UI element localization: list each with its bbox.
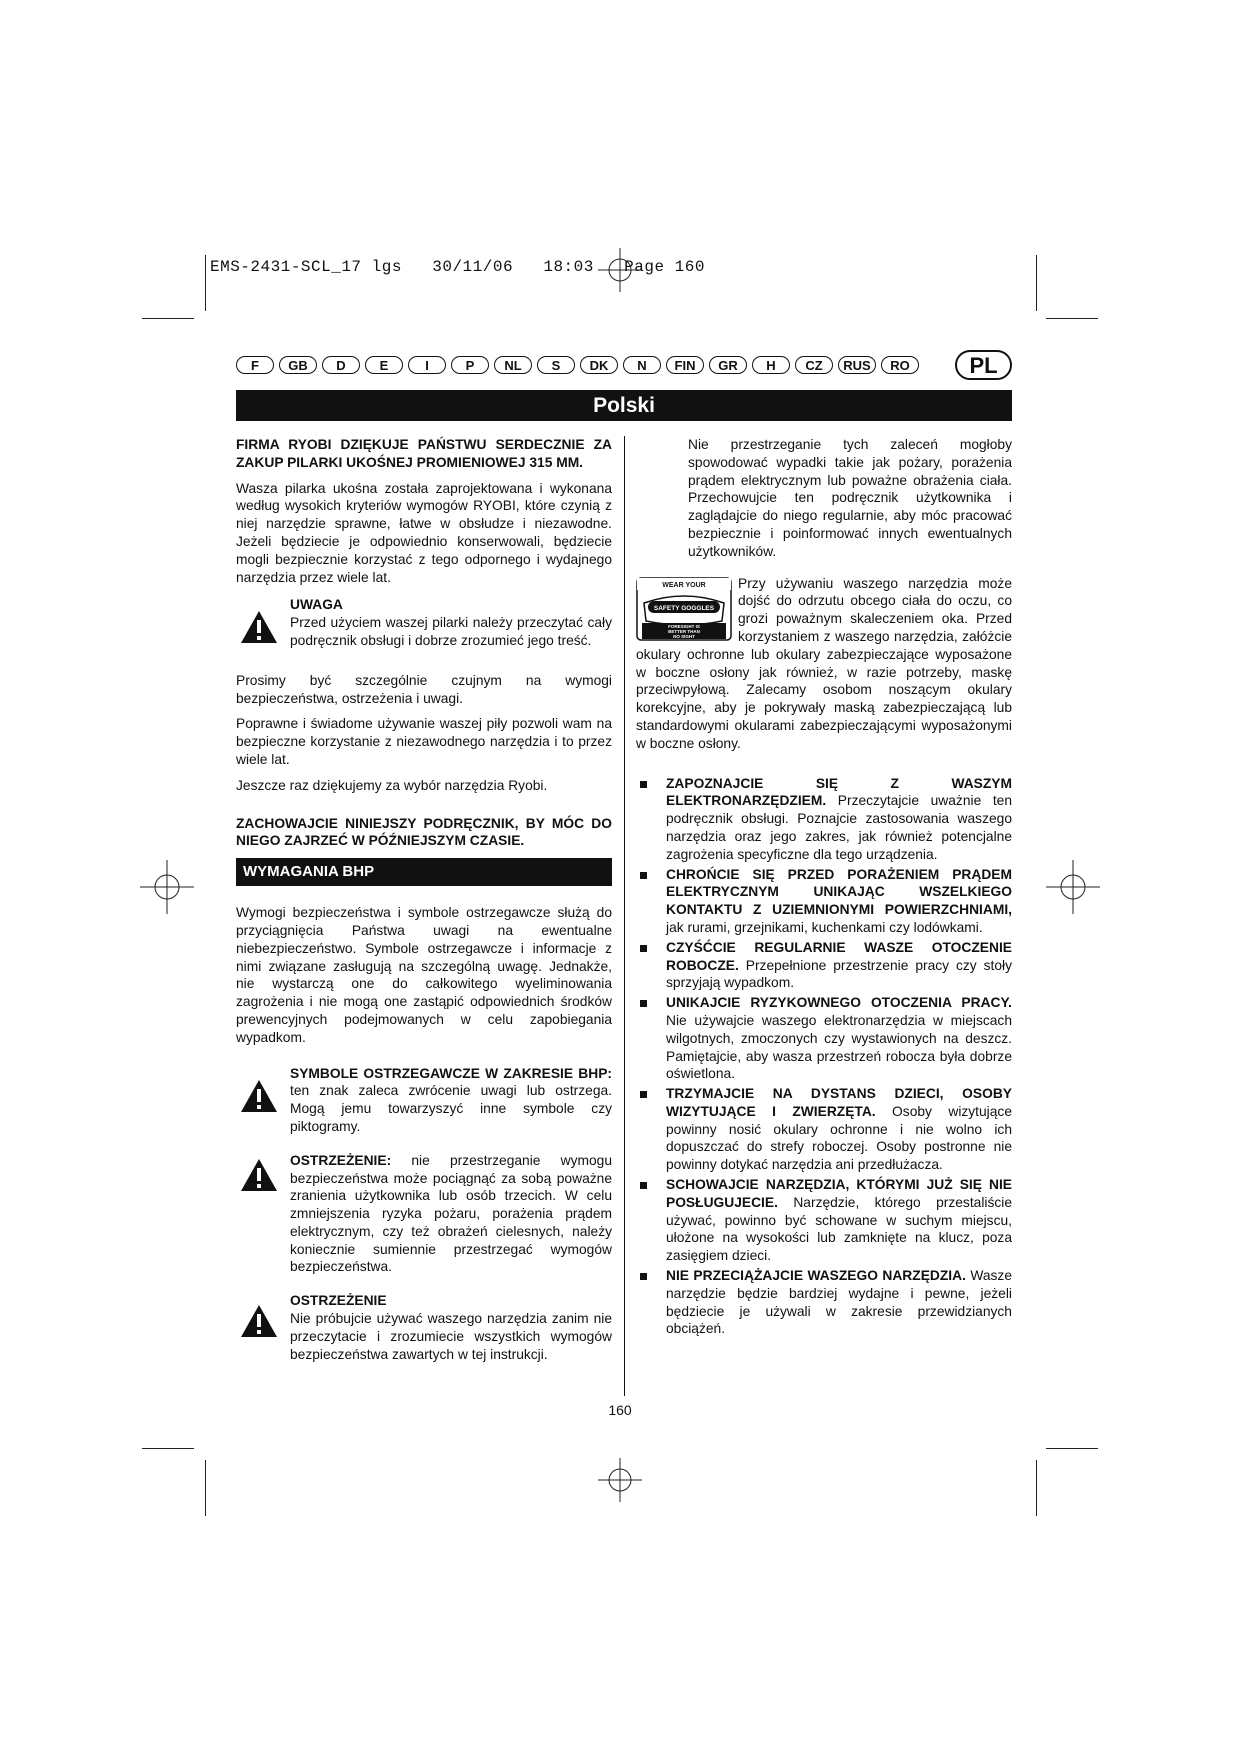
list-item	[636, 939, 1012, 992]
lang-tab-pl[interactable]: PL	[955, 350, 1012, 380]
warning-text: nie przestrzeganie wymogu bezpieczeństwa może pociągnąć za sobą poważne zranienia użytkownika lub osób trzecich. W celu zmniejszenia ryzyka pożaru, porażenia prądem elektrycznym, czy też obrażeń cielesnych, należy koniecznie sumiennie przestrzegać wymogów bezpieczeństwa.	[290, 1152, 612, 1275]
list-item-head: UNIKAJCIE RYZYKOWNEGO OTOCZENIA PRACY.	[666, 995, 1012, 1011]
crop-mark	[1036, 1460, 1037, 1516]
intro-heading: FIRMA RYOBI DZIĘKUJE PAŃSTWU SERDECZNIE ZA ZAKUP PILARKI UKOŚNEJ PROMIENIOWEJ 315 MM.	[236, 437, 612, 470]
lang-tab-cz[interactable]: CZ	[795, 356, 833, 374]
lang-tab-h[interactable]: H	[752, 356, 790, 374]
warning-triangle-icon	[240, 1158, 278, 1192]
list-item-text: Narzędzie, którego przestaliście używać, powinno być schowane w suchym miejscu, ułożone na wysokości lub zamknięte na klucz, poza zasięgiem dzieci.	[666, 1194, 1012, 1264]
lang-tab-ro[interactable]: RO	[881, 356, 919, 374]
warning-triangle-icon	[240, 1079, 278, 1113]
notice-title: UWAGA	[290, 597, 343, 613]
section-text: Wymogi bezpieczeństwa i symbole ostrzegawcze służą do przyciągnięcia Państwa uwagi na ewentualne niebezpieczeństwo. Symbole ostrzegawcze i informacje z nimi związane zasługują na szczególną uwagę. Jednakże, nie wystarczą one do całkowitego wyeliminowania zagrożenia i nie mogą one zastąpić odpowiednich środków prewencyjnych podejmowanych w celu zapobiegania wypadkom.	[236, 905, 612, 1045]
crop-mark	[1046, 1448, 1098, 1449]
lang-tab-rus[interactable]: RUS	[838, 356, 876, 374]
column-divider	[624, 436, 625, 1396]
language-tabs	[236, 350, 1012, 380]
bullet-icon	[640, 1000, 647, 1007]
warning-symbols	[236, 1065, 612, 1136]
list-item	[636, 1085, 1012, 1174]
list-item-text: jak rurami, grzejnikami, kuchenkami czy lodówkami.	[666, 919, 983, 935]
bullet-icon	[640, 945, 647, 952]
goggles-notice	[636, 575, 1012, 753]
list-item	[636, 866, 1012, 937]
print-slug: EMS-2431-SCL_17 lgs 30/11/06 18:03 Page 160	[210, 258, 705, 276]
bullet-icon	[640, 1091, 647, 1098]
bullet-icon	[640, 781, 647, 788]
bullet-icon	[640, 1273, 647, 1280]
lang-tab-p[interactable]: P	[451, 356, 489, 374]
notice-text: Przed użyciem waszej pilarki należy przeczytać cały podręcznik obsługi i dobrze zrozumieć jego treść.	[290, 615, 612, 648]
goggles-mid-text: SAFETY GOGGLES	[653, 604, 715, 612]
list-item-head: NIE PRZECIĄŻAJCIE WASZEGO NARZĘDZIA.	[666, 1268, 966, 1284]
goggles-float	[636, 575, 738, 641]
page-number: 160	[608, 1402, 632, 1418]
list-item-text: Wasze narzędzie będzie bardziej wydajne i pewne, jeżeli będziecie je używali w zakresie przewidzianych obciążeń.	[666, 1268, 1012, 1337]
list-item-text: Przepełnione przestrzenie pracy czy stoły sprzyjają wypadkom.	[666, 957, 1012, 991]
registration-mark-icon	[140, 860, 194, 914]
paragraph: Poprawne i świadome używanie waszej piły pozwoli wam na bezpieczne korzystanie z niezawodnego narzędzia i to przez wiele lat.	[236, 716, 612, 767]
warning-final	[236, 1292, 612, 1363]
list-item-head: ZAPOZNAJCIE SIĘ Z WASZYM ELEKTRONARZĘDZIEM.	[666, 775, 1012, 809]
section-heading: WYMAGANIA BHP	[236, 858, 612, 886]
list-item	[636, 1267, 1012, 1338]
list-item	[636, 1176, 1012, 1265]
paragraph: Jeszcze raz dziękujemy za wybór narzędzia Ryobi.	[236, 777, 548, 793]
bullet-icon	[640, 872, 647, 879]
lang-tab-n[interactable]: N	[623, 356, 661, 374]
warning-title: OSTRZEŻENIE	[290, 1293, 387, 1309]
goggles-bottom-text: NO SIGHT	[673, 633, 695, 639]
list-item-head: CHROŃCIE SIĘ PRZED PORAŻENIEM PRĄDEM ELEKTRYCZNYM UNIKAJĄC WSZELKIEGO KONTAKTU Z UZIEMNIONYMI POWIERZCHNIAMI,	[666, 866, 1012, 918]
goggles-bottom-text: BETTER THAN	[668, 628, 700, 634]
crop-mark	[142, 318, 194, 319]
lang-tab-f[interactable]: F	[236, 356, 274, 374]
crop-mark	[1036, 255, 1037, 311]
intro-text: Wasza pilarka ukośna została zaprojektowana i wykonana według wysokich kryteriów wymogów RYOBI, które czynią z niej narzędzie sprawne, łatwe w obsłudze i niezawodne. Jeżeli będziecie je odpowiednio konserwowali, będziecie mogli bezpiecznie korzystać z tego odpornego i wydajnego narzędzia przez wiele lat.	[236, 480, 612, 585]
list-item-text: Przeczytajcie uważnie ten podręcznik obsługi. Poznajcie zastosowania waszego narzędzia oraz jego zakres, jak również potencjalne zagrożenia specyficzne dla tego urządzenia.	[666, 793, 1012, 862]
keep-manual-heading: ZACHOWAJCIE NINIEJSZY PODRĘCZNIK, BY MÓC DO NIEGO ZAJRZEĆ W PÓŹNIEJSZYM CZASIE.	[236, 815, 612, 849]
warning-title: OSTRZEŻENIE:	[290, 1152, 392, 1168]
bullet-icon	[640, 1182, 647, 1189]
crop-mark	[142, 1448, 194, 1449]
goggles-top-text: WEAR YOUR	[662, 581, 706, 589]
warning-text: Nie próbujcie używać waszego narzędzia zanim nie przeczytacie i zrozumiecie wszystkich wymogów bezpieczeństwa zawartych w tej instrukcji.	[290, 1311, 612, 1362]
list-item-head: CZYŚĆCIE REGULARNIE WASZE OTOCZENIE ROBOCZE.	[666, 939, 1012, 973]
registration-mark-icon	[1046, 860, 1100, 914]
crop-mark	[205, 1460, 206, 1516]
page-title: Polski	[236, 390, 1012, 421]
lang-tab-fin[interactable]: FIN	[666, 356, 704, 374]
list-item-head: SCHOWAJCIE NARZĘDZIA, KTÓRYMI JUŻ SIĘ NIE POSŁUGUJECIE.	[666, 1177, 1012, 1210]
list-item-head: TRZYMAJCIE NA DYSTANS DZIECI, OSOBY WIZYTUJĄCE I ZWIERZĘTA.	[666, 1086, 1012, 1119]
list-item	[636, 994, 1012, 1083]
crop-mark	[205, 255, 206, 311]
warning-title: SYMBOLE OSTRZEGAWCZE W ZAKRESIE BHP:	[290, 1065, 612, 1081]
lang-tab-nl[interactable]: NL	[494, 356, 532, 374]
warning-ostrzezenie	[236, 1152, 612, 1277]
safety-goggles-icon	[636, 577, 732, 641]
list-item	[636, 775, 1012, 864]
goggles-bottom-text: FORESIGHT IS	[668, 623, 700, 629]
lang-tab-gb[interactable]: GB	[279, 356, 317, 374]
warning-triangle-icon	[240, 610, 278, 644]
goggles-text: Przy używaniu waszego narzędzia może dojść do odrzutu obcego ciała do oczu, co grozi poważnym skaleczeniem oka. Przed korzystaniem z waszego narzędzia, załóżcie okulary ochronne lub okulary zabezpieczające wyposażone w boczne osłony jak również, w razie potrzeby, maskę przeciwpyłową. Zalecamy osobom noszącym okulary korekcyjne, aby je pokrywały maską zabezpieczającą lub standardowymi okularami zabezpieczającymi wyposażonymi w boczne osłony.	[636, 575, 1012, 751]
lang-tab-dk[interactable]: DK	[580, 356, 618, 374]
lang-tab-s[interactable]: S	[537, 356, 575, 374]
crop-mark	[1046, 318, 1098, 319]
notice-uwaga	[236, 596, 612, 649]
paragraph: Nie przestrzeganie tych zaleceń mogłoby spowodować wypadki takie jak pożary, porażenia prądem elektrycznym lub poważne obrażenia ciała. Przechowujcie ten podręcznik użytkownika i zaglądajcie do niego regularnie, aby móc pracować bezpiecznie i poinformować innych ewentualnych użytkowników.	[688, 437, 1012, 559]
lang-tab-gr[interactable]: GR	[709, 356, 747, 374]
warning-text: ten znak zaleca zwrócenie uwagi lub ostrzega. Mogą jemu towarzyszyć inne symbole czy piktogramy.	[290, 1083, 612, 1134]
right-column	[636, 436, 1012, 1340]
lang-tab-i[interactable]: I	[408, 356, 446, 374]
registration-mark-icon	[598, 1458, 642, 1502]
lang-tab-d[interactable]: D	[322, 356, 360, 374]
list-item-text: Osoby wizytujące powinny nosić okulary ochronne i nie wolno ich dopuszczać do strefy roboczej. Osoby postronne nie powinny dotykać narzędzia ani przedłużacza.	[666, 1103, 1012, 1173]
warning-triangle-icon	[240, 1304, 278, 1338]
paragraph: Prosimy być szczególnie czujnym na wymogi bezpieczeństwa, ostrzeżenia i uwagi.	[236, 672, 612, 706]
list-item-text: Nie używajcie waszego elektronarzędzia w miejscach wilgotnych, zmoczonych czy wystawionych na deszcz. Pamiętajcie, aby wasza przestrzeń robocza była dobrze oświetlona.	[666, 1012, 1012, 1082]
left-column	[236, 436, 612, 1377]
lang-tab-e[interactable]: E	[365, 356, 403, 374]
